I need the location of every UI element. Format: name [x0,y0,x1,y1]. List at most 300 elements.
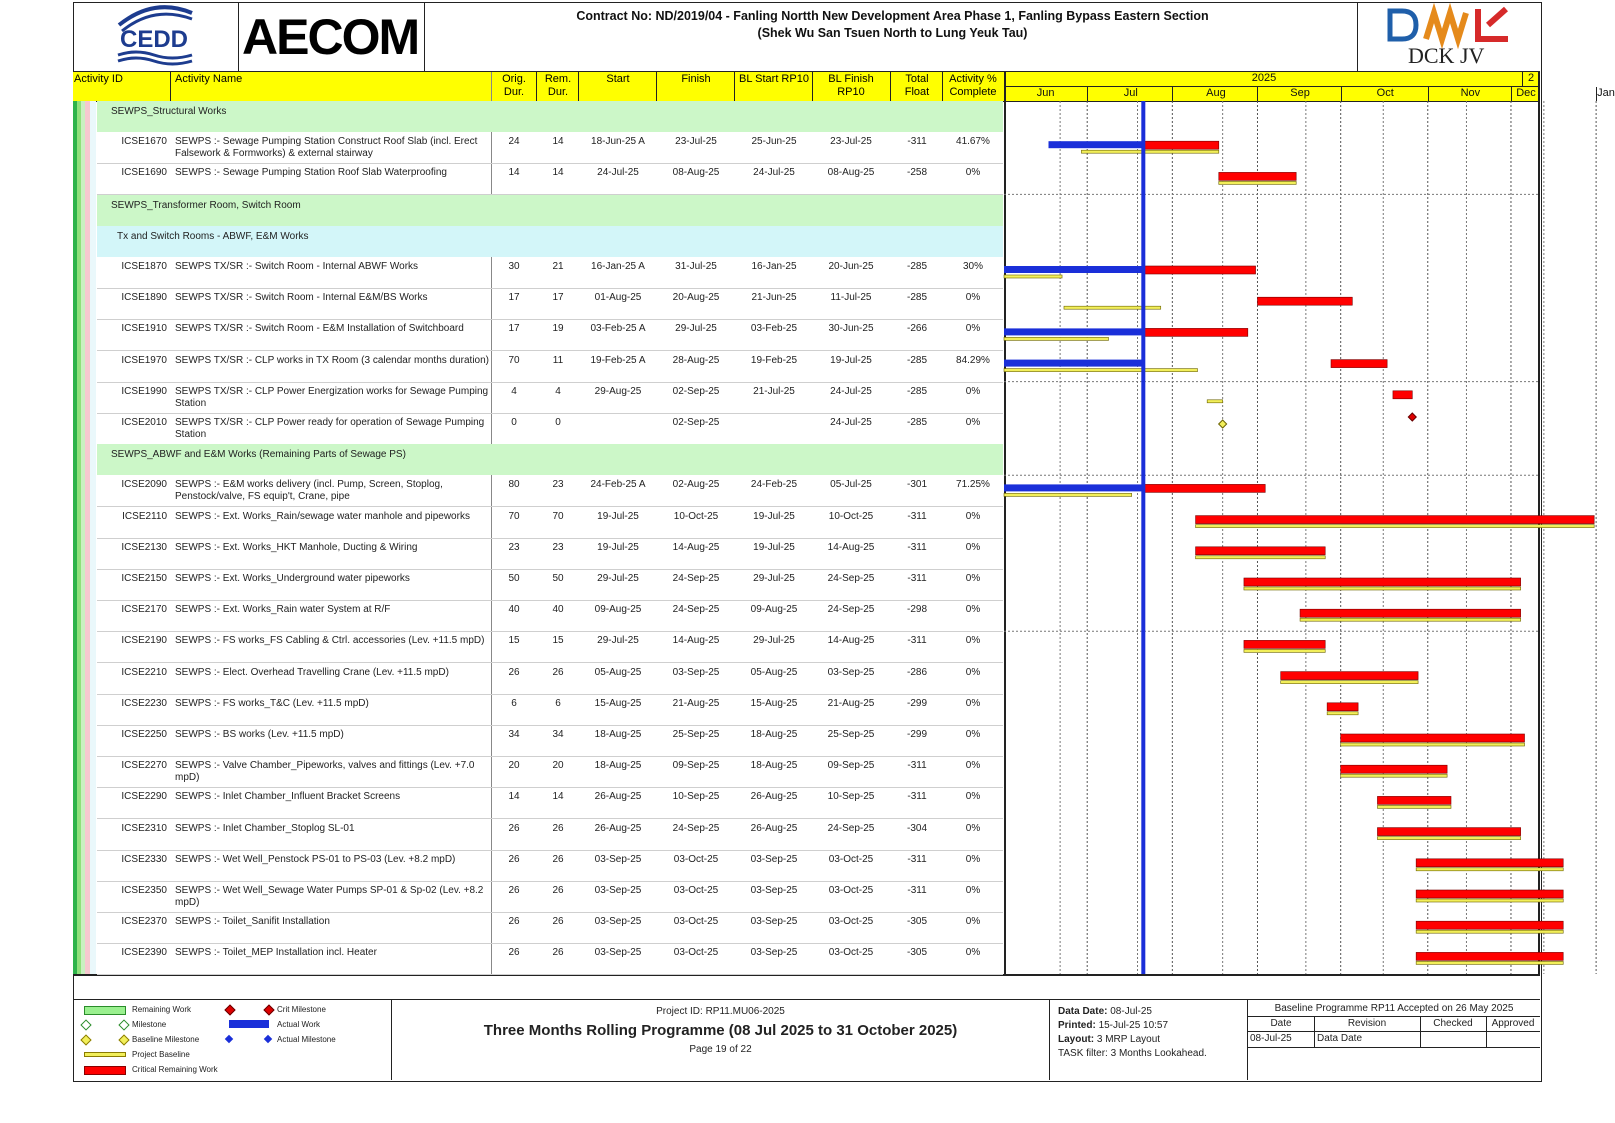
activity-name: SEWPS :- Valve Chamber_Pipeworks, valves and fittings (Lev. +7.0 mpD) [175,760,475,784]
finish-date: 25-Sep-25 [672,729,720,740]
rem-duration: 40 [552,604,564,616]
table-row[interactable] [97,288,1003,320]
activity-name: SEWPS :- E&M works delivery (incl. Pump, Screen, Stoplog, Penstock/valve, FS equip't, Crane, pipe [175,479,443,503]
project-id: Project ID: RP11.MU06-2025 [656,1006,785,1017]
critical-bar [1196,547,1326,555]
rem-duration: 11 [552,354,564,366]
bl-start-date: 26-Aug-25 [750,822,798,834]
start-date: 29-Aug-25 [594,385,642,397]
activity-name: SEWPS TX/SR :- CLP Power ready for operation of Sewage Pumping Station [175,417,485,440]
rem-duration: 15 [552,635,564,647]
total-float: -311 [907,853,927,865]
bl-finish-date: 03-Sep-25 [827,666,875,678]
divider [536,72,537,101]
rem-duration: 26 [552,822,564,834]
baseline-bar [1244,587,1521,590]
rem-duration: 26 [552,885,564,896]
finish-date: 29-Jul-25 [675,323,717,335]
orig-duration: 40 [508,604,520,616]
divider [890,72,891,101]
table-row[interactable] [97,694,1003,726]
activity-id: ICSE2390 [121,947,167,959]
bl-finish-date: 09-Sep-25 [827,760,875,772]
baseline-bar [1281,681,1418,684]
critical-bar [1331,360,1387,368]
baseline-milestone-icon [118,1034,129,1045]
activity-id: ICSE2250 [121,729,167,740]
activity-id: ICSE1870 [121,261,167,272]
rem-duration: 14 [552,167,564,179]
cedd-logo [74,3,238,71]
activity-name: SEWPS TX/SR :- Switch Room - Internal E&M/BS Works [175,292,428,304]
rev-divider [1248,1047,1540,1048]
legend-baseline-milestone: Baseline Milestone [132,1035,200,1044]
aecom-logo: AECOM [242,9,419,65]
cedd-logo-text: CEDD [120,26,189,53]
activity-id: ICSE1670 [121,136,167,148]
pct-complete: 0% [965,822,981,834]
table-row[interactable] [97,943,1003,975]
critical-bar [1416,952,1563,960]
total-float: -311 [907,510,927,522]
activity-name: SEWPS :- Ext. Works_HKT Manhole, Ducting & Wiring [175,541,418,553]
table-row[interactable] [97,132,1003,164]
activity-id: ICSE1910 [121,323,167,335]
divider [942,72,943,101]
month-nov: Nov [1428,87,1512,101]
wbs-header[interactable] [97,444,1003,475]
start-date: 19-Jul-25 [597,510,639,522]
bl-start-date: 24-Feb-25 [750,479,798,491]
baseline-bar [1196,525,1595,528]
rem-duration: 34 [552,729,564,740]
start-date: 09-Aug-25 [594,604,642,616]
divider [1357,2,1358,71]
baseline-bar [1004,369,1198,372]
baseline-bar [1081,150,1218,153]
bl-finish-date: 25-Sep-25 [827,729,875,740]
month-jul: Jul [1087,87,1173,101]
finish-date: 03-Sep-25 [672,666,720,678]
critical-bar [1257,297,1352,305]
orig-duration: 70 [508,510,520,522]
wbs-title: SEWPS_Transformer Room, Switch Room [111,199,301,211]
start-date: 03-Sep-25 [594,885,642,896]
start-date: 24-Jul-25 [597,167,639,179]
bl-finish-date: 14-Aug-25 [827,635,875,647]
col-start[interactable]: Start [606,73,630,85]
table-row[interactable] [97,257,1003,289]
table-row[interactable] [97,163,1003,195]
col-total-float[interactable]: Total Float [904,73,930,98]
critical-bar [1416,890,1563,898]
bl-finish-date: 03-Oct-25 [828,885,874,896]
bl-start-date: 29-Jul-25 [753,635,795,647]
activity-name: SEWPS :- Wet Well_Sewage Water Pumps SP-01 & Sp-02 (Lev. +8.2 mpD) [175,885,484,908]
start-date: 03-Feb-25 A [590,323,646,335]
baseline-bar [1341,743,1525,746]
pct-complete: 0% [965,791,981,803]
col-activity-name[interactable]: Activity Name [175,73,243,85]
orig-duration: 4 [511,385,517,397]
pct-complete: 0% [965,167,981,179]
milestone-icon [118,1019,129,1030]
baseline-bar [1244,649,1325,652]
activity-name: SEWPS TX/SR :- CLP works in TX Room (3 calendar months duration) [175,354,490,366]
finish-date: 14-Aug-25 [672,541,720,553]
critical-bar [1143,266,1255,274]
finish-date: 14-Aug-25 [672,635,720,647]
gantt-chart [1004,101,1539,974]
critical-bar [1219,172,1296,180]
activity-id: ICSE2150 [121,573,167,584]
activity-id: ICSE1970 [121,354,167,366]
contract-line-1: Contract No: ND/2019/04 - Fanling Nortth New Development Area Phase 1, Fanling Bypass Eastern Section [576,9,1209,23]
crit-milestone-icon [224,1004,235,1015]
orig-duration: 17 [508,292,520,304]
legend-remaining-work-swatch [84,1006,126,1015]
legend-actual-milestone: Actual Milestone [277,1035,336,1044]
divider [656,72,657,101]
activity-name: SEWPS TX/SR :- Switch Room - Internal ABWF Works [175,261,419,272]
pct-complete: 0% [965,666,981,678]
wbs-header[interactable] [97,226,1003,257]
pct-complete: 0% [965,916,981,928]
bl-finish-date: 03-Oct-25 [828,947,874,959]
actual-bar [1004,328,1143,335]
activity-id: ICSE2130 [121,541,167,553]
col-bl-finish[interactable]: BL Finish RP10 [828,73,874,98]
table-row[interactable] [97,538,1003,570]
activity-id: ICSE2310 [121,822,167,834]
finish-date: 24-Sep-25 [672,822,720,834]
col-activity-id[interactable]: Activity ID [74,73,123,85]
critical-bar [1341,734,1525,742]
activity-name: SEWPS :- Inlet Chamber_Stoplog SL-01 [175,822,355,834]
critical-bar [1244,640,1325,648]
baseline-bar [1207,400,1222,403]
bl-start-date: 19-Jul-25 [753,510,795,522]
critical-bar [1327,703,1358,711]
table-row[interactable] [97,351,1003,383]
activity-name: SEWPS :- Toilet_MEP Installation incl. Heater [175,947,377,959]
timescale-next-year: 2 [1522,72,1539,86]
critical-bar [1244,578,1521,586]
orig-duration: 20 [508,760,520,772]
rev-header-revision: Revision [1347,1018,1387,1029]
actual-bar [1004,266,1143,273]
bl-finish-date: 10-Oct-25 [828,510,874,522]
timescale-year: 2025 [1251,72,1277,84]
pct-complete: 0% [965,635,981,647]
total-float: -285 [906,292,927,304]
bl-start-date: 18-Aug-25 [750,729,798,740]
finish-date: 10-Sep-25 [672,791,720,803]
bl-finish-date: 14-Aug-25 [827,541,875,553]
col-orig-dur[interactable]: Orig. Dur. [502,73,526,98]
activity-name: SEWPS TX/SR :- CLP Power Energization works for Sewage Pumping Station [175,385,489,409]
orig-duration: 70 [508,354,520,366]
activity-name: SEWPS :- Ext. Works_Rain/sewage water manhole and pipeworks [175,510,470,522]
activity-name: SEWPS :- Wet Well_Penstock PS-01 to PS-03 (Lev. +8.2 mpD) [175,853,456,865]
divider [1049,999,1050,1080]
activity-name: SEWPS :- Toilet_Sanifit Installation [175,916,330,928]
table-row[interactable] [97,507,1003,539]
orig-duration: 17 [508,323,520,335]
finish-date: 20-Aug-25 [672,292,720,304]
month-oct: Oct [1341,87,1429,101]
finish-date: 03-Oct-25 [673,916,719,928]
activity-id: ICSE2370 [121,916,167,928]
total-float: -311 [907,885,927,896]
legend-critical-remaining-work: Critical Remaining Work [132,1065,218,1074]
table-row[interactable] [97,600,1003,632]
rev-row-revision: Data Date [1317,1033,1363,1044]
activity-id: ICSE2230 [121,697,167,709]
orig-duration: 80 [508,479,520,491]
bl-finish-date: 24-Sep-25 [827,573,875,584]
rev-row-date: 08-Jul-25 [1250,1033,1292,1044]
crit-milestone-icon [263,1004,274,1015]
bl-finish-date: 03-Oct-25 [828,853,874,865]
finish-date: 24-Sep-25 [672,604,720,616]
rem-duration: 19 [552,323,564,335]
critical-bar [1377,796,1451,804]
table-row[interactable] [97,413,1003,445]
contract-line-2: (Shek Wu San Tsuen North to Lung Yeuk Tau) [757,26,1028,40]
orig-duration: 23 [508,541,520,553]
total-float: -298 [906,604,927,616]
divider [734,72,735,101]
wbs-title: SEWPS_ABWF and E&M Works (Remaining Parts of Sewage PS) [111,449,406,461]
finish-date: 03-Oct-25 [673,853,719,865]
activity-id: ICSE2110 [122,510,167,522]
baseline-bar [1377,805,1451,808]
rem-duration: 14 [552,136,564,148]
activity-id: ICSE2270 [121,760,167,772]
table-row[interactable] [97,725,1003,757]
data-date-label: Data Date: [1058,1006,1108,1017]
activity-name: SEWPS :- Ext. Works_Rain water System at R/F [175,604,391,616]
finish-date: 03-Oct-25 [673,885,719,896]
bl-start-date: 09-Aug-25 [750,604,798,616]
rev-divider [1248,1016,1540,1017]
legend-crit-milestone: Crit Milestone [277,1005,326,1014]
orig-duration: 26 [508,822,520,834]
month-jan: Jan [1597,87,1615,99]
table-row[interactable] [97,850,1003,882]
activity-id: ICSE2210 [121,666,167,678]
total-float: -305 [906,947,927,959]
rev-divider [1248,1031,1540,1032]
baseline-bar [1064,306,1161,309]
activity-id: ICSE2330 [121,853,167,865]
col-pct-complete[interactable]: Activity % Complete [949,73,997,98]
baseline-bar [1300,618,1521,621]
footer-divider [73,999,1540,1000]
bl-start-date: 19-Jul-25 [753,541,795,553]
rem-duration: 20 [552,760,564,772]
contract-title [430,8,1355,42]
total-float: -299 [906,697,927,709]
bl-finish-date: 24-Jul-25 [830,385,872,397]
rem-duration: 70 [552,510,564,522]
baseline-bar [1219,181,1296,184]
finish-date: 31-Jul-25 [675,261,717,272]
pct-complete: 84.29% [956,354,990,366]
table-row[interactable] [97,819,1003,851]
rem-duration: 23 [552,479,564,491]
bl-start-date: 03-Sep-25 [750,916,798,928]
activity-id: ICSE1690 [121,167,167,179]
bl-finish-date: 19-Jul-25 [830,354,872,366]
table-row[interactable] [97,631,1003,663]
col-finish[interactable]: Finish [681,73,711,85]
finish-date: 09-Sep-25 [672,760,720,772]
bl-start-date: 21-Jun-25 [751,292,797,304]
activity-id: ICSE2350 [121,885,167,896]
orig-duration: 26 [508,666,520,678]
wbs-header[interactable] [97,195,1003,226]
total-float: -286 [906,666,927,678]
bl-start-date: 25-Jun-25 [751,136,797,148]
dck-jv-logo [1360,3,1540,71]
bl-finish-date: 23-Jul-25 [830,136,872,148]
critical-bar [1416,859,1563,867]
activity-id: ICSE1890 [121,292,167,304]
pct-complete: 71.25% [956,479,990,491]
start-date: 03-Sep-25 [594,853,642,865]
table-row[interactable] [97,475,1003,507]
pct-complete: 0% [965,541,981,553]
baseline-milestone [1219,420,1227,428]
bl-start-date: 24-Jul-25 [753,167,795,179]
total-float: -258 [906,167,927,179]
finish-date: 21-Aug-25 [672,697,720,709]
activity-id: ICSE2010 [121,417,167,428]
bl-start-date: 16-Jan-25 [751,261,797,272]
layout-label: Layout: [1058,1034,1095,1045]
bl-start-date: 19-Feb-25 [750,354,798,366]
wbs-strip [90,101,96,974]
orig-duration: 6 [511,697,517,709]
critical-bar [1196,516,1595,524]
printed [1058,1020,1168,1031]
finish-date: 02-Sep-25 [672,385,720,397]
start-date: 29-Jul-25 [597,573,639,584]
divider [812,72,813,101]
finish-date: 08-Aug-25 [672,167,720,179]
pct-complete: 0% [965,573,981,584]
activity-name: SEWPS :- Ext. Works_Underground water pipeworks [175,573,410,584]
rem-duration: 14 [552,791,564,803]
pct-complete: 0% [965,760,981,772]
pct-complete: 0% [965,292,981,304]
bl-finish-date: 10-Sep-25 [827,791,875,803]
bl-finish-date: 24-Sep-25 [827,604,875,616]
activity-name: SEWPS :- BS works (Lev. +11.5 mpD) [175,729,344,740]
rev-header-approved: Approved [1491,1018,1535,1029]
bl-start-date: 26-Aug-25 [750,791,798,803]
activity-name: SEWPS :- Elect. Overhead Travelling Crane (Lev. +11.5 mpD) [175,666,449,678]
month-dec: Dec [1511,87,1540,101]
start-date: 26-Aug-25 [594,791,642,803]
bl-finish-date: 20-Jun-25 [828,261,874,272]
total-float: -285 [906,385,927,397]
start-date: 03-Sep-25 [594,916,642,928]
finish-date: 10-Oct-25 [673,510,719,522]
total-float: -285 [906,261,927,272]
table-row[interactable] [97,912,1003,944]
month-aug: Aug [1172,87,1258,101]
orig-duration: 14 [508,791,520,803]
actual-bar [1049,141,1144,148]
critical-bar [1143,328,1247,336]
programme-title: Three Months Rolling Programme (08 Jul 2025 to 31 October 2025) [483,1022,958,1039]
table-row[interactable] [97,663,1003,695]
rem-duration: 0 [555,417,561,428]
baseline-bar [1327,712,1358,715]
critical-milestone [1408,413,1416,421]
orig-duration: 24 [508,136,520,148]
table-row[interactable] [97,319,1003,351]
table-row[interactable] [97,787,1003,819]
rem-duration: 17 [552,292,564,304]
layout [1058,1034,1160,1045]
wbs-header[interactable] [97,101,1003,132]
divider [170,72,171,101]
critical-bar [1281,672,1418,680]
pct-complete: 0% [965,853,981,865]
bl-start-date: 03-Sep-25 [750,885,798,896]
col-bl-start[interactable]: BL Start RP10 [739,73,809,85]
baseline-bar [1416,868,1563,871]
baseline-bar [1196,556,1326,559]
printed-label: Printed: [1058,1020,1096,1031]
critical-bar [1416,921,1563,929]
start-date: 26-Aug-25 [594,822,642,834]
baseline-bar [1416,930,1563,933]
rem-duration: 4 [555,385,561,397]
pct-complete: 0% [965,385,981,397]
table-row[interactable] [97,881,1003,913]
actual-milestone-icon [225,1035,233,1043]
bl-start-date: 18-Aug-25 [750,760,798,772]
start-date: 24-Feb-25 A [590,479,646,491]
rem-duration: 26 [552,947,564,959]
start-date: 05-Aug-25 [594,666,642,678]
table-row[interactable] [97,756,1003,788]
critical-bar [1341,765,1447,773]
activity-name: SEWPS :- Sewage Pumping Station Construct Roof Slab (incl. Erect Falsework & Formworks) & external stairway [175,136,478,160]
pct-complete: 0% [965,604,981,616]
finish-date: 23-Jul-25 [675,136,717,148]
table-row[interactable] [97,382,1003,414]
total-float: -311 [907,136,927,148]
actual-bar [1004,484,1143,491]
total-float: -311 [907,791,927,803]
table-row[interactable] [97,569,1003,601]
col-rem-dur[interactable]: Rem. Dur. [544,73,572,98]
bl-start-date: 29-Jul-25 [753,573,795,584]
bl-start-date: 03-Feb-25 [750,323,798,335]
total-float: -266 [906,323,927,335]
baseline-bar [1341,774,1447,777]
rev-header-checked: Checked [1433,1018,1473,1029]
critical-bar [1393,391,1412,399]
pct-complete: 0% [965,510,981,522]
pct-complete: 0% [965,323,981,335]
